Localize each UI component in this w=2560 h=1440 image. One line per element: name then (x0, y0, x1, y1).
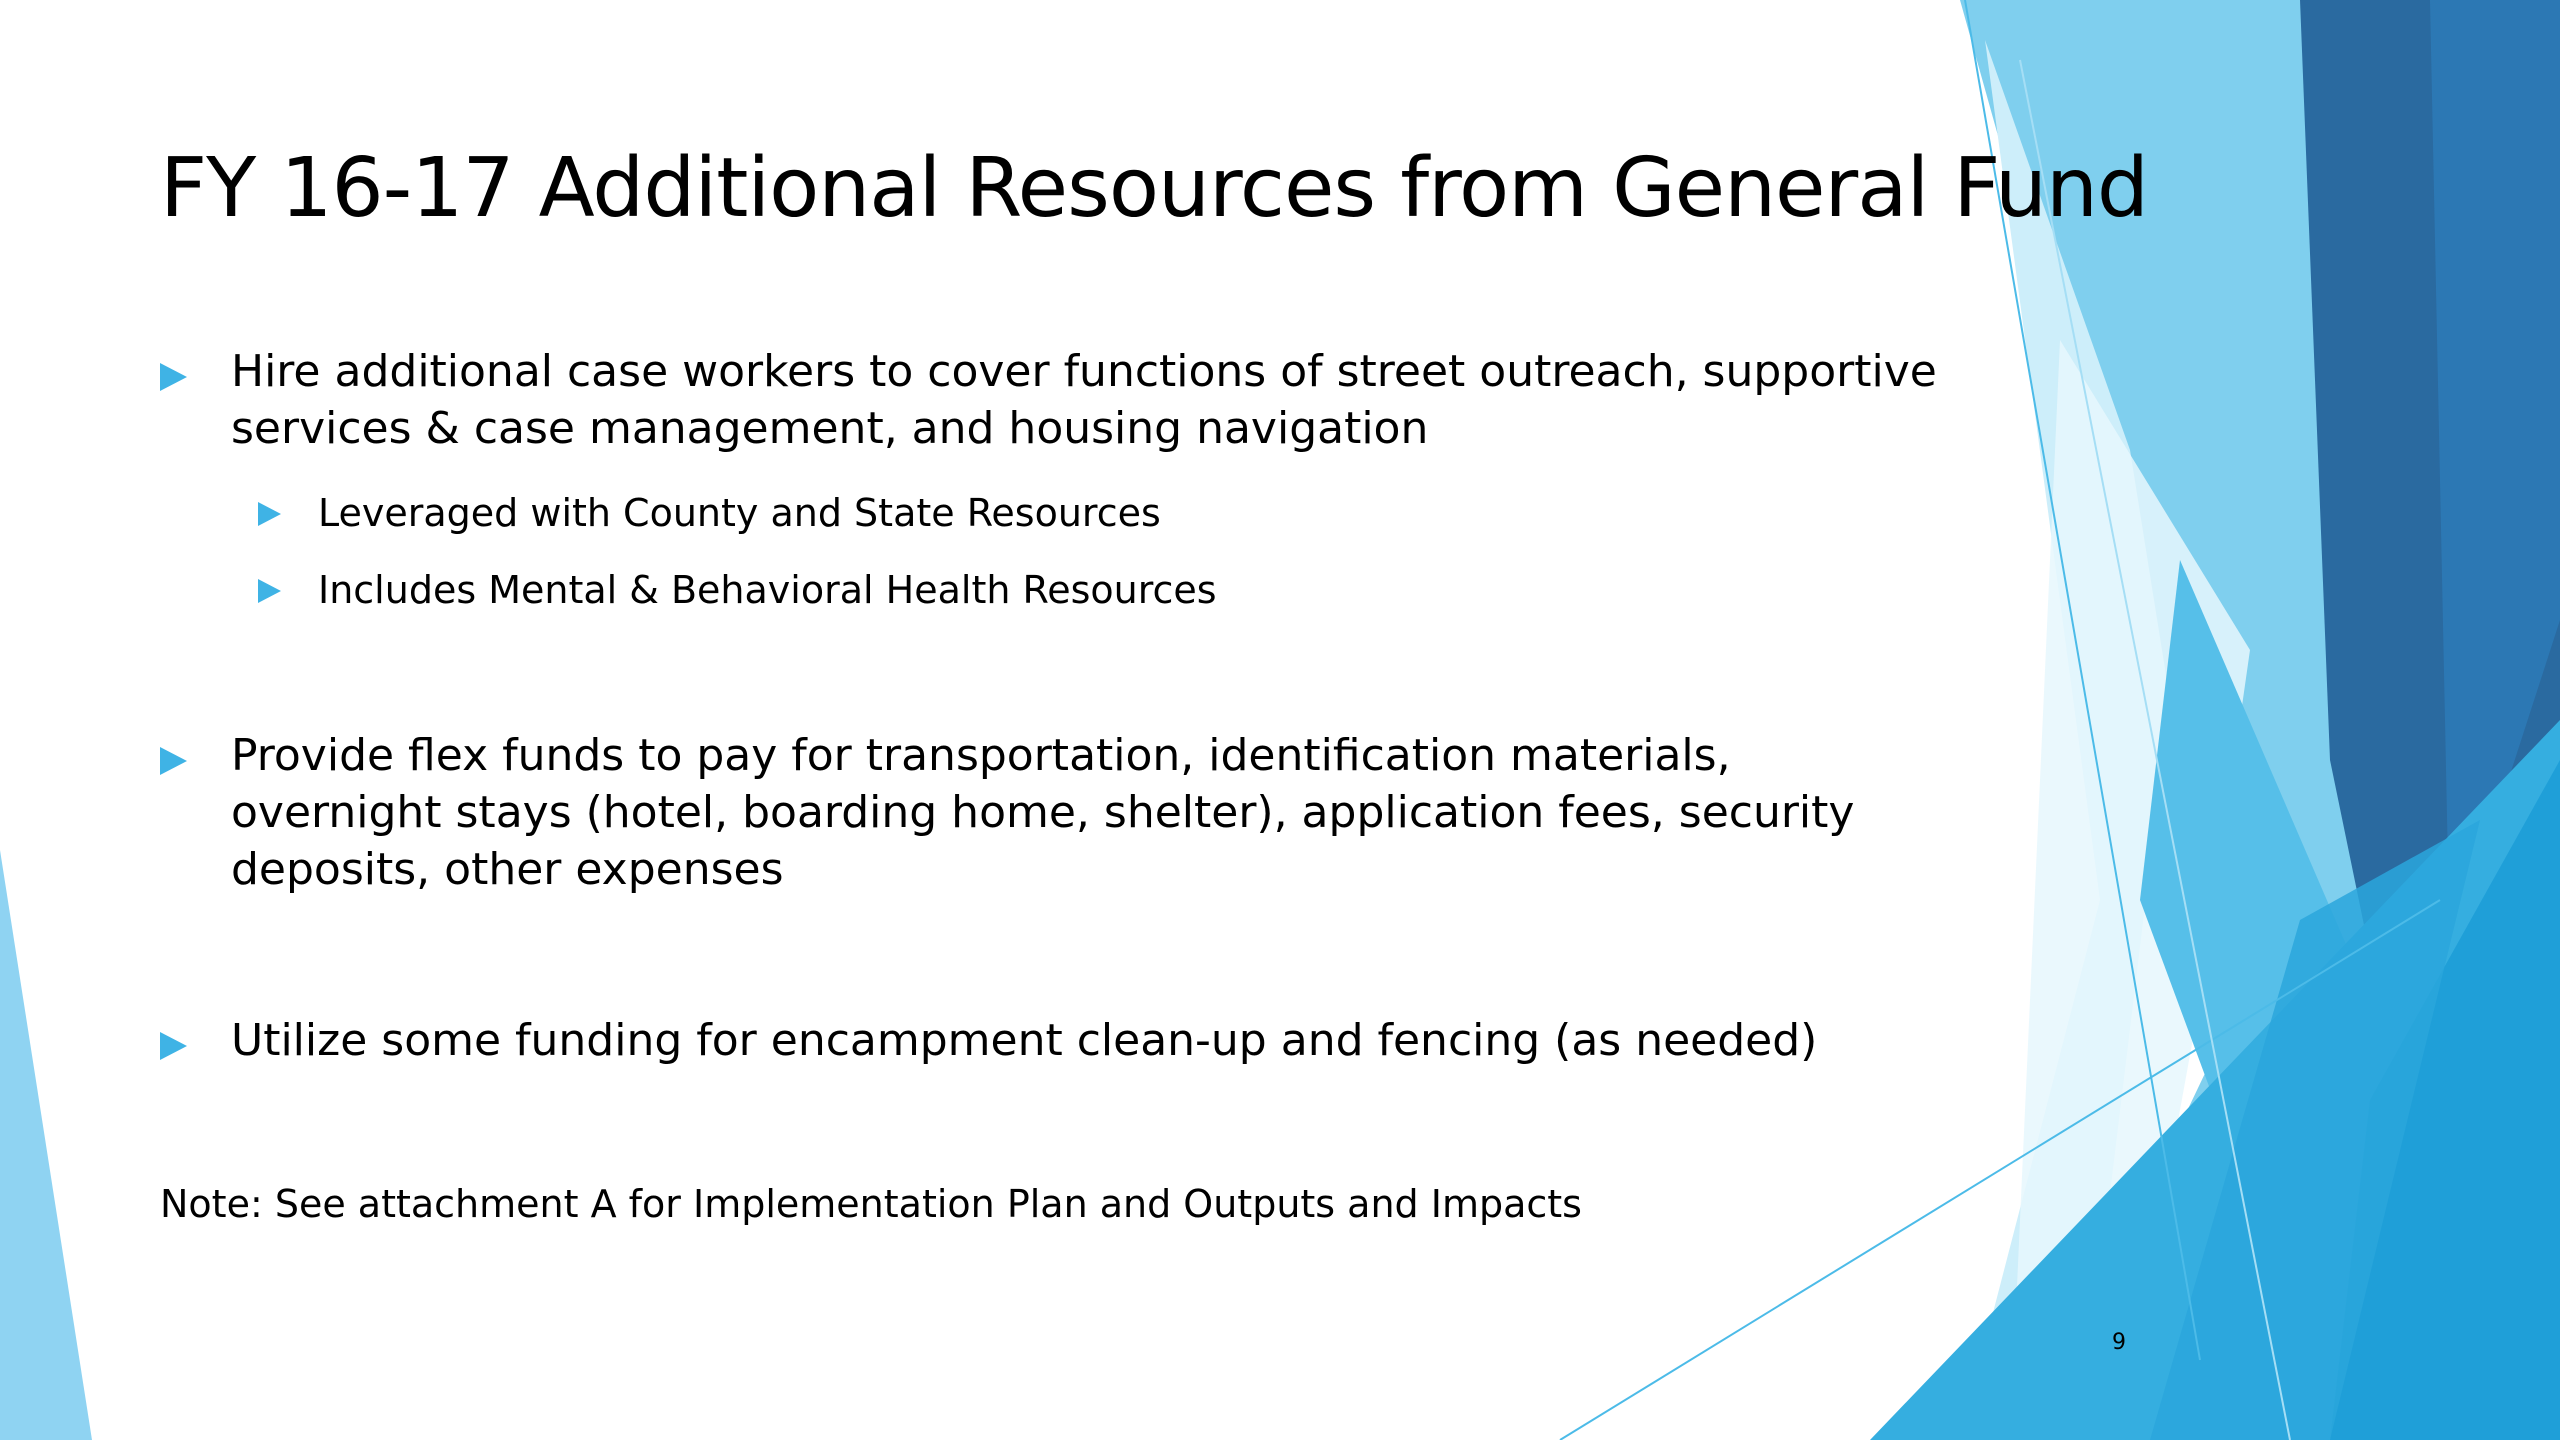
footnote: Note: See attachment A for Implementation Plan and Outputs and Impacts (160, 1182, 1582, 1226)
bullet-arrow-icon (160, 1032, 187, 1060)
bullet-arrow-icon (160, 363, 187, 391)
bullet-encampment (160, 1012, 1817, 1069)
bullet-case-workers (160, 343, 2011, 457)
page-number: 9 (2112, 1330, 2126, 1355)
sub-bullet-text: Leveraged with County and State Resources (318, 491, 1161, 535)
bullet-text: Provide flex funds to pay for transportation, identification materials, overnight stays (hotel, boarding home, shelter), application fees, security deposits, other expenses (231, 730, 1855, 895)
slide-title: FY 16-17 Additional Resources from General Fund (160, 141, 2148, 236)
bullet-arrow-icon (160, 747, 187, 775)
bullet-arrow-icon (258, 502, 281, 526)
bullet-text: Utilize some funding for encampment clean-up and fencing (as needed) (231, 1015, 1818, 1066)
bullet-text: Hire additional case workers to cover functions of street outreach, supportive services & case management, and housing navigation (231, 346, 1937, 454)
left-wedge-shape (0, 850, 92, 1440)
sub-bullet-leveraged (258, 485, 1161, 541)
sub-bullet-text: Includes Mental & Behavioral Health Resources (318, 568, 1217, 612)
bullet-flex-funds (160, 727, 1931, 898)
sub-bullet-mental-health (258, 562, 1217, 618)
bullet-arrow-icon (258, 579, 281, 603)
